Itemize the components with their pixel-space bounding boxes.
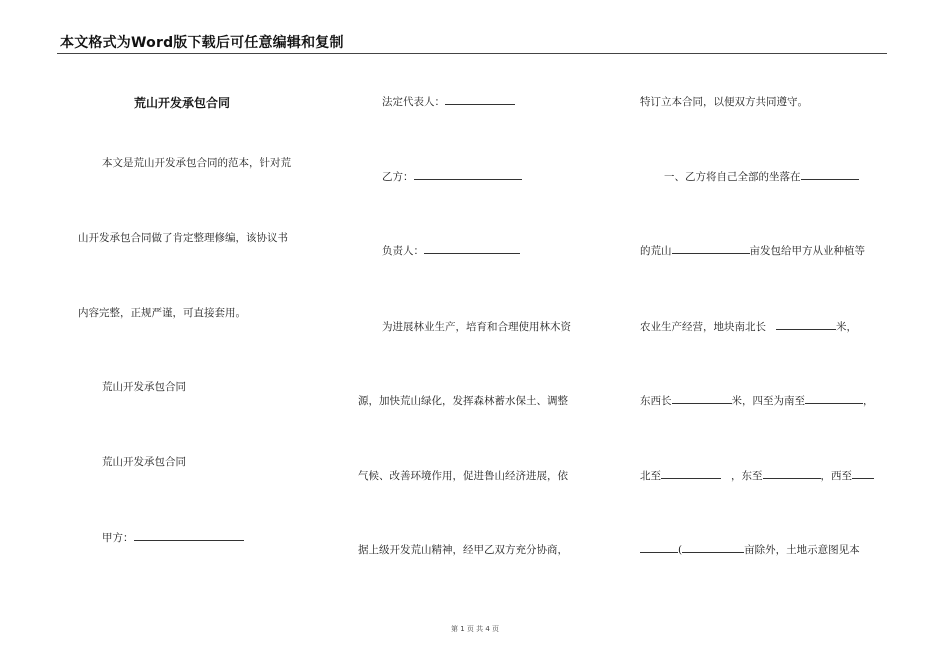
document-header-title: 本文格式为Word版下载后可任意编辑和复制 bbox=[60, 35, 344, 51]
col3-line-4 bbox=[640, 319, 857, 334]
intro-line-1: 本文是荒山开发承包合同的范本，针对荒 bbox=[102, 157, 291, 169]
party-a-field bbox=[102, 530, 244, 545]
col3-line-7-a: ( bbox=[678, 544, 683, 556]
col3-line-4-a: 农业生产经营，地块南北长 bbox=[640, 321, 766, 333]
body-line-2: 源，加快荒山绿化，发挥森林蓄水保土、调整 bbox=[358, 395, 568, 407]
col3-line-3-b: 亩发包给甲方从业种植等 bbox=[749, 245, 865, 257]
header-divider bbox=[57, 53, 887, 54]
col3-line-4-b: 米， bbox=[836, 321, 857, 333]
col3-line-3-a: 的荒山 bbox=[640, 245, 672, 257]
west-blank bbox=[852, 468, 874, 479]
north-south-blank bbox=[776, 319, 836, 330]
party-a-label: 甲方： bbox=[102, 532, 134, 544]
party-a-blank bbox=[134, 530, 244, 541]
col3-line-5 bbox=[640, 393, 874, 408]
north-blank bbox=[661, 468, 721, 479]
legal-rep-field bbox=[382, 94, 515, 109]
intro-line-2: 山开发承包合同做了肯定整理修编，该协议书 bbox=[78, 232, 288, 244]
clause-1-text: 一、乙方将自己全部的坐落在 bbox=[664, 171, 801, 183]
page-footer: 第 1 页 共 4 页 bbox=[450, 625, 500, 633]
body-line-4: 据上级开发荒山精神，经甲乙双方充分协商， bbox=[358, 544, 568, 556]
south-blank bbox=[805, 393, 863, 404]
col3-line-3 bbox=[640, 243, 865, 258]
east-blank bbox=[763, 468, 821, 479]
responsible-label: 负责人： bbox=[382, 245, 424, 257]
col3-line-5-c: ， bbox=[863, 395, 874, 407]
east-west-blank bbox=[672, 393, 732, 404]
party-b-field bbox=[382, 169, 522, 184]
intro-line-3: 内容完整，正规严谨，可直接套用。 bbox=[78, 307, 246, 319]
col3-line-6-c: ，西至 bbox=[820, 470, 852, 482]
area-blank bbox=[672, 243, 750, 254]
col3-line-6 bbox=[640, 468, 874, 483]
col3-line-6-b: ，东至 bbox=[731, 470, 763, 482]
col3-line-6-a: 北至 bbox=[640, 470, 661, 482]
line-7-blank-1 bbox=[640, 542, 678, 553]
col3-line-7 bbox=[640, 542, 860, 557]
legal-rep-label: 法定代表人： bbox=[382, 96, 445, 108]
party-b-label: 乙方： bbox=[382, 171, 414, 183]
party-b-blank bbox=[414, 169, 522, 180]
col3-line-5-b: 米，四至为南至 bbox=[731, 395, 805, 407]
contract-title: 荒山开发承包合同 bbox=[134, 96, 231, 110]
body-line-1: 为进展林业生产，培育和合理使用林木资 bbox=[382, 321, 571, 333]
body-line-3: 气候、改善环境作用，促进鲁山经济进展，依 bbox=[358, 470, 568, 482]
subtitle-2: 荒山开发承包合同 bbox=[102, 456, 186, 468]
line-7-blank-2 bbox=[682, 542, 744, 553]
responsible-blank bbox=[424, 243, 520, 254]
location-blank bbox=[801, 169, 859, 180]
responsible-field bbox=[382, 243, 520, 258]
clause-1-line bbox=[664, 169, 859, 184]
subtitle-1: 荒山开发承包合同 bbox=[102, 381, 186, 393]
col3-line-7-b: 亩除外，土地示意图见本 bbox=[744, 544, 860, 556]
legal-rep-blank bbox=[445, 94, 515, 105]
col3-line-1: 特订立本合同，以便双方共同遵守。 bbox=[640, 96, 808, 108]
col3-line-5-a: 东西长 bbox=[640, 395, 672, 407]
